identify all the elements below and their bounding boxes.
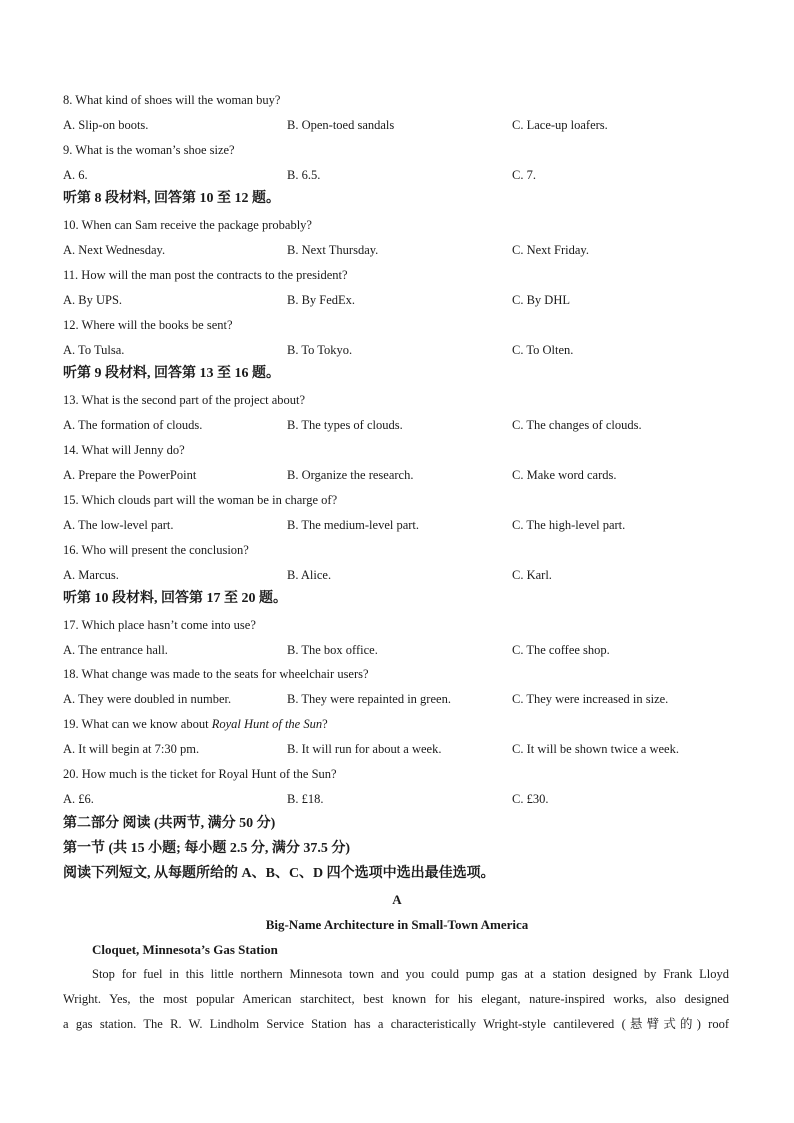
option-20c: C. £30. bbox=[512, 792, 549, 806]
passage-subheading: Cloquet, Minnesota’s Gas Station bbox=[92, 942, 278, 957]
option-16a: A. Marcus. bbox=[63, 568, 119, 582]
option-18b: B. They were repainted in green. bbox=[287, 692, 451, 706]
question-17: 17. Which place hasn’t come into use? bbox=[63, 618, 256, 632]
section-heading-8: 听第 8 段材料, 回答第 10 至 12 题。 bbox=[63, 191, 280, 206]
paragraph-line: a gas station. The R. W. Lindholm Service Station has a characteristically Wright-style cantilevered (悬臂式的) roof bbox=[63, 1017, 729, 1031]
question-19-title: Royal Hunt of the Sun bbox=[211, 717, 323, 731]
section-heading-10: 听第 10 段材料, 回答第 17 至 20 题。 bbox=[63, 591, 287, 606]
question-10: 10. When can Sam receive the package probably? bbox=[63, 218, 312, 232]
option-13a: A. The formation of clouds. bbox=[63, 418, 203, 432]
option-8a: A. Slip-on boots. bbox=[63, 118, 149, 132]
passage-title: Big-Name Architecture in Small-Town America bbox=[265, 917, 529, 932]
part-two-heading: 第二部分 阅读 (共两节, 满分 50 分) bbox=[63, 816, 276, 831]
option-12b: B. To Tokyo. bbox=[287, 343, 353, 357]
question-18: 18. What change was made to the seats for wheelchair users? bbox=[63, 667, 369, 681]
question-19 bbox=[63, 716, 328, 732]
question-14: 14. What will Jenny do? bbox=[63, 443, 185, 457]
option-17a: A. The entrance hall. bbox=[63, 643, 168, 657]
option-10a: A. Next Wednesday. bbox=[63, 243, 166, 257]
option-15a: A. The low-level part. bbox=[63, 518, 174, 532]
option-19c: C. It will be shown twice a week. bbox=[512, 742, 679, 756]
question-12: 12. Where will the books be sent? bbox=[63, 318, 233, 332]
option-12c: C. To Olten. bbox=[512, 343, 574, 357]
option-8c: C. Lace-up loafers. bbox=[512, 118, 608, 132]
option-13c: C. The changes of clouds. bbox=[512, 418, 642, 432]
question-19-prefix: 19. What can we know about bbox=[63, 717, 212, 731]
question-8: 8. What kind of shoes will the woman buy? bbox=[63, 93, 281, 107]
option-14a: A. Prepare the PowerPoint bbox=[63, 468, 197, 482]
option-16c: C. Karl. bbox=[512, 568, 552, 582]
option-15c: C. The high-level part. bbox=[512, 518, 626, 532]
option-11a: A. By UPS. bbox=[63, 293, 123, 307]
paragraph-line: Wright. Yes, the most popular American starchitect, best known for his elegant, nature-inspired works, also designed bbox=[63, 992, 729, 1006]
option-9c: C. 7. bbox=[512, 168, 536, 182]
option-10c: C. Next Friday. bbox=[512, 243, 589, 257]
paragraph-line: Stop for fuel in this little northern Minnesota town and you could pump gas at a station designed by Frank Lloyd bbox=[92, 967, 729, 981]
section-heading-9: 听第 9 段材料, 回答第 13 至 16 题。 bbox=[63, 366, 280, 381]
question-15: 15. Which clouds part will the woman be in charge of? bbox=[63, 493, 338, 507]
option-19b: B. It will run for about a week. bbox=[287, 742, 442, 756]
question-11: 11. How will the man post the contracts to the president? bbox=[63, 268, 348, 282]
option-18a: A. They were doubled in number. bbox=[63, 692, 232, 706]
option-12a: A. To Tulsa. bbox=[63, 343, 125, 357]
option-17b: B. The box office. bbox=[287, 643, 378, 657]
reading-instruction: 阅读下列短文, 从每题所给的 A、B、C、D 四个选项中选出最佳选项。 bbox=[63, 866, 495, 881]
option-19a: A. It will begin at 7:30 pm. bbox=[63, 742, 200, 756]
option-9b: B. 6.5. bbox=[287, 168, 321, 182]
option-11b: B. By FedEx. bbox=[287, 293, 356, 307]
option-15b: B. The medium-level part. bbox=[287, 518, 420, 532]
option-11c: C. By DHL bbox=[512, 293, 570, 307]
passage-letter: A bbox=[392, 892, 402, 907]
section-one-heading: 第一节 (共 15 小题; 每小题 2.5 分, 满分 37.5 分) bbox=[63, 841, 350, 856]
option-14b: B. Organize the research. bbox=[287, 468, 414, 482]
question-9: 9. What is the woman’s shoe size? bbox=[63, 143, 235, 157]
option-13b: B. The types of clouds. bbox=[287, 418, 403, 432]
option-16b: B. Alice. bbox=[287, 568, 332, 582]
question-20: 20. How much is the ticket for Royal Hunt of the Sun? bbox=[63, 767, 337, 781]
question-16: 16. Who will present the conclusion? bbox=[63, 543, 249, 557]
option-10b: B. Next Thursday. bbox=[287, 243, 379, 257]
question-13: 13. What is the second part of the project about? bbox=[63, 393, 306, 407]
option-8b: B. Open-toed sandals bbox=[287, 118, 395, 132]
option-17c: C. The coffee shop. bbox=[512, 643, 610, 657]
option-20b: B. £18. bbox=[287, 792, 324, 806]
option-9a: A. 6. bbox=[63, 168, 88, 182]
option-20a: A. £6. bbox=[63, 792, 94, 806]
option-18c: C. They were increased in size. bbox=[512, 692, 669, 706]
question-19-suffix: ? bbox=[322, 717, 328, 731]
option-14c: C. Make word cards. bbox=[512, 468, 617, 482]
